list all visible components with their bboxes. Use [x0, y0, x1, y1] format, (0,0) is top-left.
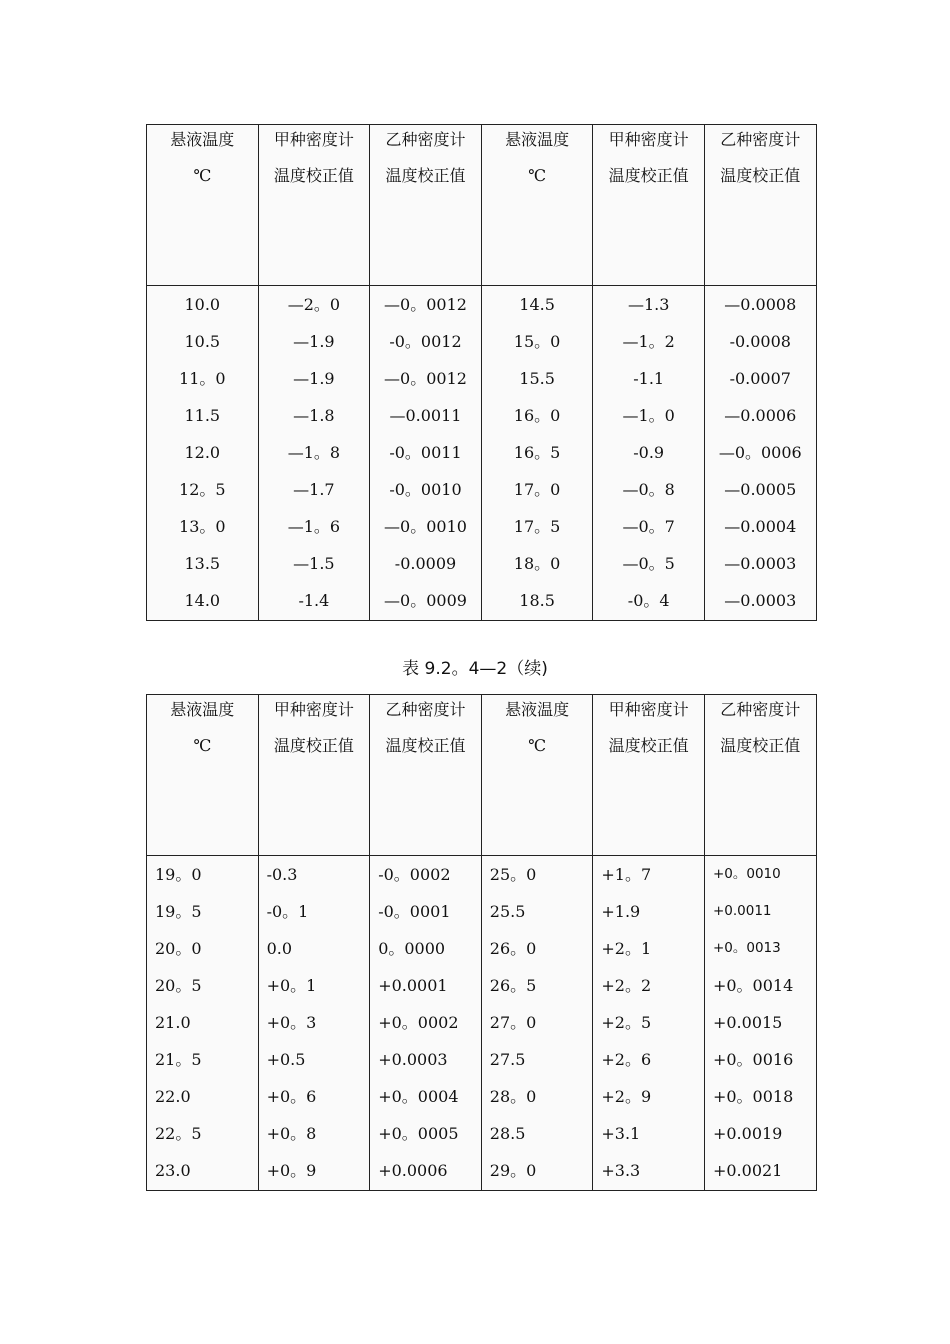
table-row [147, 1152, 817, 1191]
table-cell: -0.0007 [704, 360, 816, 397]
table-header-row [147, 125, 817, 286]
table-cell: —2。0 [258, 286, 370, 324]
header-cell [258, 695, 370, 856]
table-cell: 27。0 [481, 1004, 593, 1041]
table-cell: —1.7 [258, 471, 370, 508]
table-row [147, 508, 817, 545]
table-row [147, 856, 817, 894]
table-cell: -0.0009 [370, 545, 482, 582]
table-cell: -0。0001 [370, 893, 482, 930]
table-cell: 19。0 [147, 856, 259, 894]
table-cell: 18。0 [481, 545, 593, 582]
table-cell: +0.0021 [704, 1152, 816, 1191]
table-cell: 21。5 [147, 1041, 259, 1078]
table-cell: 13.5 [147, 545, 259, 582]
header-sublabel: 温度校正值 [273, 166, 354, 185]
table-row [147, 397, 817, 434]
header-label: 甲种密度计 [273, 700, 354, 719]
table-cell: +2。9 [593, 1078, 705, 1115]
header-cell [147, 695, 259, 856]
table-cell: —1.8 [258, 397, 370, 434]
header-unit: ℃ [528, 166, 547, 185]
table-cell: —0。5 [593, 545, 705, 582]
table-cell: —1.3 [593, 286, 705, 324]
correction-table-2 [146, 694, 817, 1191]
header-cell [481, 695, 593, 856]
header-label: 悬液温度 [170, 700, 235, 719]
header-label: 甲种密度计 [273, 130, 354, 149]
table-cell: —0。0010 [370, 508, 482, 545]
table-cell: -0。4 [593, 582, 705, 621]
table-cell: 29。0 [481, 1152, 593, 1191]
table-cell: +0。0004 [370, 1078, 482, 1115]
table-cell: -0.0008 [704, 323, 816, 360]
table-cell: -1.4 [258, 582, 370, 621]
header-cell [147, 125, 259, 286]
table-cell: 20。5 [147, 967, 259, 1004]
header-sublabel: 温度校正值 [273, 736, 354, 755]
table-cell: 0。0000 [370, 930, 482, 967]
header-cell [704, 695, 816, 856]
header-label: 乙种密度计 [385, 130, 466, 149]
header-cell [258, 125, 370, 286]
correction-table-1 [146, 124, 817, 621]
table-cell: —1.9 [258, 323, 370, 360]
table-cell: +0.0015 [704, 1004, 816, 1041]
table-cell: —0.0005 [704, 471, 816, 508]
table-cell: +0.0011 [704, 893, 816, 930]
table-cell: 26。5 [481, 967, 593, 1004]
table-cell: -0。0012 [370, 323, 482, 360]
table-cell: —1。8 [258, 434, 370, 471]
table-cell: -0。0011 [370, 434, 482, 471]
table-cell: —0。0009 [370, 582, 482, 621]
table-cell: —0。0012 [370, 360, 482, 397]
table-row [147, 434, 817, 471]
table-cell: 14.5 [481, 286, 593, 324]
table-cell: 17。5 [481, 508, 593, 545]
header-cell [593, 695, 705, 856]
table-cell: 22。5 [147, 1115, 259, 1152]
header-sublabel: 温度校正值 [385, 736, 466, 755]
header-sublabel: 温度校正值 [720, 736, 801, 755]
table-cell: 12.0 [147, 434, 259, 471]
header-label: 悬液温度 [505, 700, 570, 719]
table-cell: —0。7 [593, 508, 705, 545]
table-row [147, 360, 817, 397]
table-row [147, 930, 817, 967]
header-cell [370, 125, 482, 286]
table-cell: +0。6 [258, 1078, 370, 1115]
table-cell: 12。5 [147, 471, 259, 508]
table-cell: +0.0019 [704, 1115, 816, 1152]
table-cell: +0。1 [258, 967, 370, 1004]
header-label: 乙种密度计 [720, 130, 801, 149]
table-cell: -0。0010 [370, 471, 482, 508]
table-row [147, 582, 817, 621]
table-cell: 21.0 [147, 1004, 259, 1041]
table-cell: 13。0 [147, 508, 259, 545]
table-row [147, 545, 817, 582]
table-cell: +0。9 [258, 1152, 370, 1191]
table-cell: 0.0 [258, 930, 370, 967]
table-row [147, 286, 817, 324]
table-cell: +0。0013 [704, 930, 816, 967]
table-cell: +0.0003 [370, 1041, 482, 1078]
header-unit: ℃ [528, 736, 547, 755]
table-cell: 18.5 [481, 582, 593, 621]
table-row [147, 1115, 817, 1152]
table-cell: +2。5 [593, 1004, 705, 1041]
table-cell: —1。2 [593, 323, 705, 360]
table-cell: —0.0006 [704, 397, 816, 434]
header-label: 悬液温度 [505, 130, 570, 149]
table-cell: —0.0008 [704, 286, 816, 324]
table-cell: —1.9 [258, 360, 370, 397]
table-row [147, 1004, 817, 1041]
table-cell: —0.0011 [370, 397, 482, 434]
table-cell: —1。0 [593, 397, 705, 434]
table-cell: +0.0001 [370, 967, 482, 1004]
header-cell [370, 695, 482, 856]
table-cell: +3.3 [593, 1152, 705, 1191]
table-cell: -0.3 [258, 856, 370, 894]
table-cell: 19。5 [147, 893, 259, 930]
table-row [147, 893, 817, 930]
header-label: 甲种密度计 [608, 130, 689, 149]
table-cell: —0。0006 [704, 434, 816, 471]
table-cell: +0。3 [258, 1004, 370, 1041]
table-cell: +1.9 [593, 893, 705, 930]
table-row [147, 1041, 817, 1078]
table-cell: —0.0003 [704, 582, 816, 621]
table-cell: 17。0 [481, 471, 593, 508]
table-row [147, 1078, 817, 1115]
table-cell: 10.0 [147, 286, 259, 324]
header-label: 悬液温度 [170, 130, 235, 149]
table-cell: —0。8 [593, 471, 705, 508]
table-cell: +0。0002 [370, 1004, 482, 1041]
table-cell: 16。0 [481, 397, 593, 434]
table-cell: 28.5 [481, 1115, 593, 1152]
table-cell: —0.0003 [704, 545, 816, 582]
header-label: 乙种密度计 [720, 700, 801, 719]
table-cell: 15。0 [481, 323, 593, 360]
table-cell: +0。0018 [704, 1078, 816, 1115]
header-sublabel: 温度校正值 [608, 166, 689, 185]
header-label: 甲种密度计 [608, 700, 689, 719]
table-cell: +3.1 [593, 1115, 705, 1152]
table-cell: —1.5 [258, 545, 370, 582]
header-cell [593, 125, 705, 286]
table-cell: +1。7 [593, 856, 705, 894]
table-cell: +0。8 [258, 1115, 370, 1152]
table-cell: 11。0 [147, 360, 259, 397]
header-sublabel: 温度校正值 [608, 736, 689, 755]
table-cell: +2。6 [593, 1041, 705, 1078]
header-cell [481, 125, 593, 286]
table-row [147, 967, 817, 1004]
table-cell: —1。6 [258, 508, 370, 545]
table-cell: 20。0 [147, 930, 259, 967]
table-cell: —0。0012 [370, 286, 482, 324]
table-cell: -1.1 [593, 360, 705, 397]
table-cell: 23.0 [147, 1152, 259, 1191]
header-sublabel: 温度校正值 [385, 166, 466, 185]
table-row [147, 471, 817, 508]
table-cell: —0.0004 [704, 508, 816, 545]
header-unit: ℃ [193, 166, 212, 185]
table-cell: +0。0010 [704, 856, 816, 894]
table-cell: 14.0 [147, 582, 259, 621]
table-cell: -0。1 [258, 893, 370, 930]
table-cell: +0。0014 [704, 967, 816, 1004]
header-sublabel: 温度校正值 [720, 166, 801, 185]
table-cell: +2。1 [593, 930, 705, 967]
table-cell: +0.0006 [370, 1152, 482, 1191]
table-cell: 10.5 [147, 323, 259, 360]
table-cell: +0。0016 [704, 1041, 816, 1078]
table-cell: 26。0 [481, 930, 593, 967]
table-caption: 表 9.2。4—2（续) [402, 659, 548, 679]
table-cell: 28。0 [481, 1078, 593, 1115]
table-cell: 16。5 [481, 434, 593, 471]
table-cell: 25.5 [481, 893, 593, 930]
table-cell: 25。0 [481, 856, 593, 894]
table-cell: +0。0005 [370, 1115, 482, 1152]
table-cell: 11.5 [147, 397, 259, 434]
table-cell: 27.5 [481, 1041, 593, 1078]
table-cell: -0。0002 [370, 856, 482, 894]
table-cell: +0.5 [258, 1041, 370, 1078]
table-cell: -0.9 [593, 434, 705, 471]
header-unit: ℃ [193, 736, 212, 755]
table-header-row [147, 695, 817, 856]
header-label: 乙种密度计 [385, 700, 466, 719]
table-cell: +2。2 [593, 967, 705, 1004]
table-cell: 22.0 [147, 1078, 259, 1115]
header-cell [704, 125, 816, 286]
table-cell: 15.5 [481, 360, 593, 397]
table-row [147, 323, 817, 360]
